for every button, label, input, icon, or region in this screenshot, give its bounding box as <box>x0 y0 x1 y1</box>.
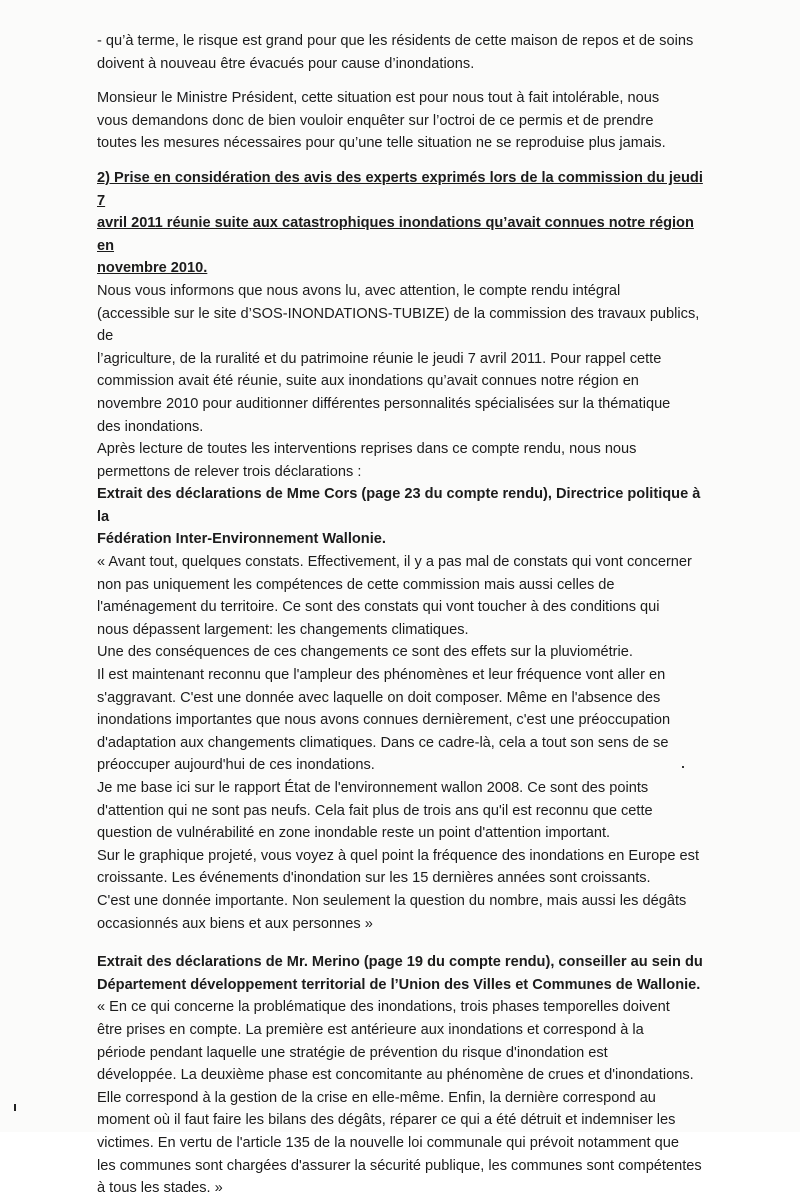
quote-line: les communes sont chargées d'assurer la sécurité publique, les communes sont compétentes <box>97 1157 702 1174</box>
quote-source-line: Fédération Inter-Environnement Wallonie. <box>97 531 386 548</box>
text-line: l’agriculture, de la ruralité et du patrimoine réunie le jeudi 7 avril 2011. Pour rappel cette <box>97 350 662 367</box>
quote-line: s'aggravant. C'est une donnée avec laquelle on doit composer. Même en l'absence des <box>97 689 661 706</box>
section-heading-line: novembre 2010. <box>97 260 208 277</box>
section-heading-line: 2) Prise en considération des avis des experts exprimés lors de la commission du jeudi 7 <box>97 169 703 209</box>
quote-line: inondations importantes que nous avons connues dernièrement, c'est une préoccupation <box>97 712 671 729</box>
text-line: Nous vous informons que nous avons lu, avec attention, le compte rendu intégral <box>97 282 621 299</box>
quote-line: Je me base ici sur le rapport État de l'environnement wallon 2008. Ce sont des points <box>97 780 649 796</box>
text-line: Monsieur le Ministre Président, cette situation est pour nous tout à fait intolérable, nous <box>97 90 660 107</box>
quote-line: moment où il faut faire les bilans des dégâts, réparer ce qui a été détruit et indemniser les <box>97 1112 676 1129</box>
quote-line: C'est une donnée importante. Non seulement la question du nombre, mais aussi les dégâts <box>97 892 687 909</box>
quote-line: Une des conséquences de ces changements ce sont des effets sur la pluviométrie. <box>97 644 633 661</box>
scan-speck <box>682 766 684 768</box>
text-line: toutes les mesures nécessaires pour qu’une telle situation ne se reproduise plus jamais. <box>97 135 666 152</box>
text-line: doivent à nouveau être évacués pour cause d’inondations. <box>97 55 475 72</box>
quote-line: « Avant tout, quelques constats. Effectivement, il y a pas mal de constats qui vont concerner <box>97 554 692 571</box>
text-line: novembre 2010 pour auditionner différentes personnalités spécialisées sur la thématique <box>97 395 671 412</box>
text-line: Après lecture de toutes les interventions reprises dans ce compte rendu, nous nous <box>97 441 637 458</box>
quote-line: victimes. En vertu de l'article 135 de la nouvelle loi communale qui prévoit notamment que <box>97 1134 679 1151</box>
quote-line: d'adaptation aux changements climatiques. Dans ce cadre-là, cela a tout son sens de se <box>97 734 669 751</box>
quote-source-line: Extrait des déclarations de Mme Cors (page 23 du compte rendu), Directrice politique à la <box>97 486 701 525</box>
quote-line: « En ce qui concerne la problématique des inondations, trois phases temporelles doivent <box>97 999 670 1016</box>
quote-line: croissante. Les événements d'inondation sur les 15 dernières années sont croissants. <box>97 870 651 887</box>
text-line: (accessible sur le site d’SOS-INONDATIONS-TUBIZE) de la commission des travaux publics, de <box>97 305 700 345</box>
quote-line: Il est maintenant reconnu que l'ampleur des phénomènes et leur fréquence vont aller en <box>97 667 666 684</box>
text-line: commission avait été réunie, suite aux inondations qu’avait connues notre région en <box>97 373 639 390</box>
quote-line: question de vulnérabilité en zone inondable reste un point d'attention important. <box>97 825 611 842</box>
scan-mark <box>14 1104 16 1111</box>
quote-line: occasionnés aux biens et aux personnes » <box>97 915 373 932</box>
quote-line: préoccuper aujourd'hui de ces inondations. <box>97 757 375 774</box>
quote-line: période pendant laquelle une stratégie de prévention du risque d'inondation est <box>97 1044 608 1061</box>
text-line: vous demandons donc de bien vouloir enquêter sur l’octroi de ce permis et de prendre <box>97 112 654 129</box>
quote-line: l'aménagement du territoire. Ce sont des constats qui vont toucher à des conditions qui <box>97 599 660 616</box>
quote-line: être prises en compte. La première est antérieure aux inondations et correspond à la <box>97 1021 644 1038</box>
quote-line: à tous les stades. » <box>97 1180 223 1197</box>
quote-line: Elle correspond à la gestion de la crise en elle-même. Enfin, la dernière correspond au <box>97 1089 656 1106</box>
quote-line: Sur le graphique projeté, vous voyez à quel point la fréquence des inondations en Europe est <box>97 847 699 864</box>
quote-line: nous dépassent largement: les changements climatiques. <box>97 621 469 638</box>
quote-source-line: Département développement territorial de l’Union des Villes et Communes de Wallonie. <box>97 976 701 993</box>
section-heading-line: avril 2011 réunie suite aux catastrophiques inondations qu’avait connues notre région en <box>97 215 694 254</box>
quote-line: développée. La deuxième phase est concomitante au phénomène de crues et d'inondations. <box>97 1067 694 1084</box>
quote-line: d'attention qui ne sont pas neufs. Cela fait plus de trois ans qu'il est reconnu que cette <box>97 802 653 819</box>
quote-source-line: Extrait des déclarations de Mr. Merino (page 19 du compte rendu), conseiller au sein du <box>97 954 703 971</box>
quote-line: non pas uniquement les compétences de cette commission mais aussi celles de <box>97 576 615 593</box>
text-line: - qu’à terme, le risque est grand pour que les résidents de cette maison de repos et de soins <box>97 33 694 49</box>
document-body <box>97 30 709 1200</box>
text-line: permettons de relever trois déclarations : <box>97 463 362 480</box>
text-line: des inondations. <box>97 418 204 435</box>
